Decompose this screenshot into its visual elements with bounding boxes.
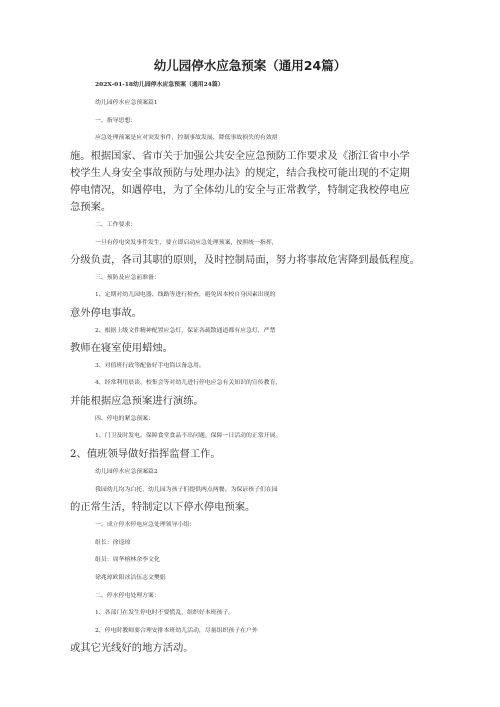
text-line: 一旦有停电突发事件发生，要立即启动应急处理预案，按照统一指挥， [95,240,278,246]
text-line: 应急处理预案是应对突发事件，控制事故发展，降低事故损失的有效措 [95,135,278,141]
text-line: 我园幼儿均为白托，幼儿园为孩子们提供两点两餐。为保证孩子们在园 [95,487,278,493]
text-line: 二、工作要求： [95,222,137,228]
text-line: 2、停电时教师要合理安排本班幼儿活动，尽量组织孩子在户外 [95,628,258,634]
text-line: 一、成立停水停电应急处理领导小组： [95,522,196,528]
text-line: 组员：周华榕林余李文化 [95,557,160,563]
text-line: 4、经常利用晨谈、校集会等对幼儿进行停电应急有关知识的宣传教育， [95,380,282,386]
text-line: 三、预防及应急前准备： [95,275,160,281]
text-line: 教师在寝室使用蜡烛。 [70,342,173,354]
text-line: 施。根据国家、省市关于加强公共安全应急预防工作要求及《浙江省中小学 [70,150,410,162]
text-line: 202X-01-18幼儿园停水应急预案（通用24篇） [95,81,224,88]
text-line: 并能根据应急预案进行演练。 [70,395,204,407]
text-line: 或其它光线好的地方活动。 [70,642,194,654]
text-line: 的正常生活，特制定以下停水停电预案。 [70,501,256,513]
text-line: 2、值班领导做好指挥监督工作。 [70,448,221,460]
text-line: 意外停电事故。 [70,307,143,319]
text-line: 1、门卫及时发电。保障食堂食品不出问题。保障一日活动的正常开展。 [95,433,282,439]
text-line: 1、定期对幼儿园电器、线路等进行检查，避免因本校自身因素出现的 [95,292,276,298]
text-line: 3、对值班行政等配备好手电筒以备急用。 [95,363,205,369]
text-line: 二、停水停电处理方案： [95,593,160,599]
text-line: 校学生人身安全事故预防与处理办法》的规定，结合我校可能出现的不定期 [70,167,410,179]
text-line: 停电情况，如遇停电，为了全体幼儿的安全与正常教学，特制定我校停电应 [70,184,410,196]
text-line: 幼儿园停水应急预案篇1 [95,100,158,106]
document-title: 幼儿园停水应急预案（通用24篇） [153,58,347,73]
text-line: 徐兆琼欧阳冰洁伍志文樊娟 [95,575,166,581]
text-line: 一、指导思想： [95,118,137,124]
text-line: 幼儿园停水应急预案篇2 [95,469,158,475]
text-line: 2、根据上级文件精神配置应急灯，保证各疏散通道都有应急灯，严禁 [95,328,276,334]
text-line: 组长：徐逵琼 [95,540,131,546]
text-line: 急预案。 [70,201,112,213]
text-line: 分级负责，各司其职的原则，及时控制局面，努力将事故危害降到最低程度。 [70,254,421,266]
text-line: 1、各部门在发生停电时不要慌乱，组织好本班孩子。 [95,610,235,616]
text-line: 四、停电的紧急预案： [95,416,154,422]
